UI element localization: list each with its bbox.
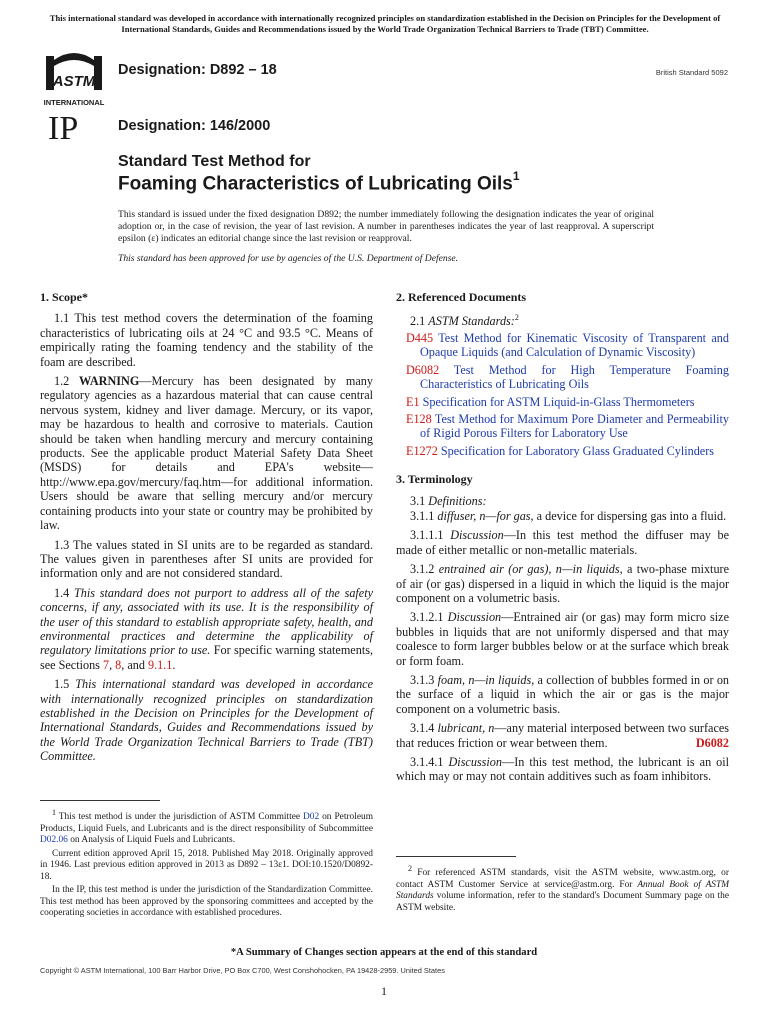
- para-text: —Mercury has been designated by many regulatory agencies as a hazardous material that can cause central nervous system, kidney and liver damage. Mercury, or its vapor, may be hazardous to health and corrosive to materials. Caution should be taken when handling mercury and mercury containing products. See the applicable product Material Safety Data Sheet (MSDS) for details and EPA's website—http://www.epa.gov/mercury/faq.htm—for additional information. Users should be aware that selling mercury and/or mercury containing products into your state or country may be prohibited by law.: [40, 374, 373, 533]
- dod-approval-note: This standard has been approved for use by agencies of the U.S. Department of Defense.: [118, 253, 459, 264]
- para-num: 1.4: [54, 585, 74, 600]
- astm-logo-subtext: INTERNATIONAL: [43, 98, 105, 107]
- right-column: [396, 290, 729, 789]
- section-heading-scope: 1. Scope*: [40, 290, 88, 304]
- reference-item[interactable]: D445 Test Method for Kinematic Viscosity of Transparent and Opaque Liquids (and Calculation of Dynamic Viscosity): [406, 330, 729, 360]
- designation-astm: Designation: D892 – 18: [118, 62, 277, 78]
- reference-list: [396, 331, 729, 458]
- paragraph-3-1-4-1: 3.1.4.1 Discussion—In this test method, the lubricant is an oil which may or may not contain additives such as foam inhibitors.: [396, 755, 729, 784]
- para-text: For specific warning statements, see Sections: [40, 643, 373, 672]
- paragraph-1-1: 1.1 This test method covers the determination of the foaming characteristics of lubricating oils at 24 °C and 93.5 °C. Means of empirically rating the foaming tendency and the stability of the foam are described.: [40, 311, 373, 369]
- footnote-2-block: [396, 856, 729, 916]
- para-italic-text: This standard does not purport to address all of the safety concerns, if any, associated with its use. It is the responsibility of the user of this standard to establish appropriate safety, health, and environmental practices and determine the applicability of regulatory limitations prior to use.: [40, 585, 374, 658]
- tbt-notice: This international standard was developed in accordance with internationally recognized principles on standardization established in the Decision on Principles for the Development of International Standards, Guides and Recommendations issued by the World Trade Organization Technical Barriers to Trade (TBT) Committee.: [49, 13, 721, 34]
- para-num: 1.2: [54, 374, 80, 389]
- left-column: [40, 290, 373, 769]
- footnote-rule: [40, 800, 160, 801]
- designation-ip: Designation: 146/2000: [118, 118, 271, 134]
- section-link-7[interactable]: 7: [102, 657, 110, 672]
- paragraph-3-1-2-1: 3.1.2.1 Discussion—Entrained air (or gas) may form micro size bubbles in liquids that are not uniformly dispersed and that may coalesce to form larger bubbles below or at the surface which break or form foam.: [396, 610, 729, 668]
- subcommittee-d02-06-link[interactable]: D02.06: [40, 835, 68, 846]
- para-italic-text: This international standard was developed in accordance with internationally recognized principles on standardization established in the Decision on Principles for the Development of International Standards, Guides and Recommendations issued by the World Trade Organization Technical Barriers to Trade (TBT) Committee.: [40, 677, 373, 764]
- footnote-1-edition: Current edition approved April 15, 2018. Published May 2018. Originally approved in 1946. Last previous edition approved in 2013 as D892 – 13ε1. DOI:10.1520/D0892-18.: [40, 848, 373, 882]
- section-link-9-1-1[interactable]: 9.1.1: [148, 657, 173, 672]
- warning-label: WARNING: [79, 374, 140, 389]
- paragraph-3-1-1-1: 3.1.1.1 Discussion—In this test method the diffuser may be made of either metallic or non-metallic materials.: [396, 528, 729, 557]
- reference-item[interactable]: D6082 Test Method for High Temperature Foaming Characteristics of Lubricating Oils: [406, 362, 729, 392]
- reference-item[interactable]: E1 Specification for ASTM Liquid-in-Glass Thermometers: [406, 394, 695, 409]
- section-heading-referenced-documents: 2. Referenced Documents: [396, 290, 527, 304]
- reference-item[interactable]: E128 Test Method for Maximum Pore Diameter and Permeability of Rigid Porous Filters for Laboratory Use: [406, 411, 729, 441]
- paragraph-3-1-3: 3.1.3 foam, n—in liquids, a collection of bubbles formed in or on the surface of a liquid in which the air or gas is the major component on a volumetric basis.: [396, 673, 730, 716]
- paragraph-3-1-2: 3.1.2 entrained air (or gas), n—in liquids, a two-phase mixture of air (or gas) dispersed in a liquid in which the liquid is the major component on a volumetric basis.: [396, 562, 730, 605]
- para-num: 1.5: [54, 677, 76, 692]
- title-footnote-ref[interactable]: 1: [512, 169, 520, 183]
- section-heading-terminology: 3. Terminology: [396, 472, 473, 487]
- reference-item[interactable]: E1272 Specification for Laboratory Glass Graduated Cylinders: [406, 443, 714, 458]
- astm-logo-text: ASTM: [52, 73, 96, 90]
- footnote-rule: [396, 856, 516, 857]
- intro-paragraph: This standard is issued under the fixed designation D892; the number immediately following the designation indicates the year of original adoption or, in the case of revision, the year of last revision. A number in parentheses indicates the year of last reapproval. A superscript epsilon (ε) indicates an editorial change since the last revision or reapproval.: [118, 209, 654, 244]
- british-standard-label: British Standard 5092: [655, 68, 728, 77]
- paragraph-1-3: 1.3 The values stated in SI units are to be regarded as standard. The values given in parentheses after SI units are provided for information only and are not considered standard.: [40, 537, 373, 581]
- paragraph-1-4: 1.4 This standard does not purport to address all of the safety concerns, if any, associated with its use. It is the responsibility of the user of this standard to establish appropriate safety, health, and environmental practices and determine the applicability of regulatory limitations prior to use. For specific warning statements, see Sections 7, 8, and 9.1.1.: [40, 585, 374, 672]
- footnote-1-ip: In the IP, this test method is under the jurisdiction of the Standardization Committee. This test method has been approved by the sponsoring committees and accepted by the cooperating societies in accordance with established procedures.: [40, 885, 373, 919]
- paragraph-3-1-1: 3.1.1 diffuser, n—for gas, a device for dispersing gas into a fluid.: [410, 508, 727, 523]
- paragraph-2-1: 2.1 ASTM Standards:$^2$: [410, 313, 519, 329]
- committee-d02-link[interactable]: D02: [303, 812, 320, 823]
- page-number: 1: [381, 984, 387, 998]
- title-line-1: Standard Test Method for: [118, 153, 311, 170]
- ip-logo-text: IP: [48, 110, 79, 144]
- title-text: Foaming Characteristics of Lubricating Oils: [118, 173, 513, 195]
- footnote-1: 1 This test method is under the jurisdiction of ASTM Committee D02 on Petroleum Products, Liquid Fuels, and Lubricants and is the direct responsibility of Subcommittee D02.06 on Analysis of Liquid Fuels and Lubricants. Current edition approved April 15, 2018. Published May 2018. Originally approved in 1946. Last previous edition approved in 2013 as D892 – 13ε1. DOI:10.1520/D0892-18. In the IP, this test method is under the jurisdiction of the Standardization Committee. This test method has been approved by the sponsoring committees and accepted by the cooperating societies in accordance with established procedures.: [40, 808, 373, 919]
- paragraph-1-5: [40, 677, 373, 763]
- footnote-1-block: [40, 800, 373, 922]
- paragraph-1-2: [40, 374, 373, 532]
- footnote-2-ref[interactable]: 2: [514, 313, 519, 323]
- paragraph-3-1: 3.1 Definitions:: [410, 493, 487, 508]
- copyright-line: Copyright © ASTM International, 100 Barr Harbor Drive, PO Box C700, West Conshohocken, PA 19428-2959. United States: [40, 966, 445, 975]
- footnote-2: 2 For referenced ASTM standards, visit the ASTM website, www.astm.org, or contact ASTM Customer Service at service@astm.org. For Annual Book of ASTM Standards volume information, refer to the standard's Document Summary page on the ASTM website.: [396, 864, 730, 913]
- section-link-8[interactable]: 8: [115, 657, 122, 672]
- summary-of-changes-note: *A Summary of Changes section appears at the end of this standard: [230, 947, 538, 958]
- paragraph-3-1-4: 3.1.4 lubricant, n—any material interposed between two surfaces that reduces friction or wear between them. D6082: [396, 721, 730, 750]
- source-tag-d6082[interactable]: D6082: [695, 735, 729, 750]
- ip-logo: [46, 110, 96, 144]
- document-title: [118, 171, 520, 195]
- astm-logo: [38, 50, 110, 108]
